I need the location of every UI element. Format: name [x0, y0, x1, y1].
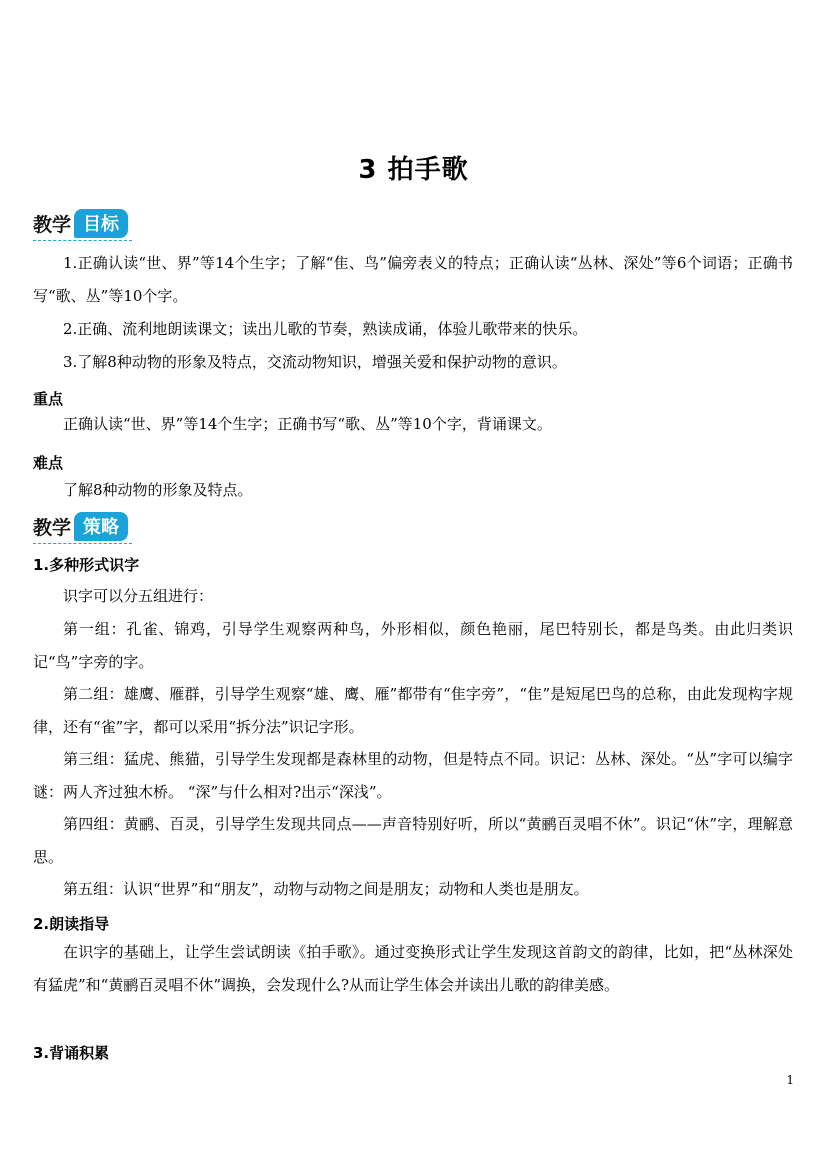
strategy-2-label: 2.朗读指导 [33, 915, 110, 933]
section-header-goal [33, 206, 132, 241]
section-header-strategy [33, 509, 132, 544]
difficulty-text: 了解8种动物的形象及特点。 [63, 481, 253, 499]
strategy-3-label: 3.背诵积累 [33, 1044, 110, 1062]
section-header-goal-prefix: 教学 [33, 213, 72, 236]
strategy-1-group-2: 第二组：雄鹰、雁群，引导学生观察“雄、鹰、雁”都带有“隹字旁”，“隹”是短尾巴鸟的总称，由此发现构字规律，还有“雀”字，都可以采用“拆分法”识记字形。 [33, 685, 793, 736]
strategy-1-group-1: 第一组：孔雀、锦鸡，引导学生观察两种鸟，外形相似，颜色艳丽，尾巴特别长，都是鸟类。由此归类识记“鸟”字旁的字。 [33, 620, 793, 671]
key-point-text: 正确认读“世、界”等14个生字；正确书写“歌、丛”等10个字，背诵课文。 [63, 415, 552, 433]
strategy-2-text: 在识字的基础上，让学生尝试朗读《拍手歌》。通过变换形式让学生发现这首韵文的韵律，比如，把“丛林深处有猛虎”和“黄鹂百灵唱不休”调换，会发现什么?从而让学生体会并读出儿歌的韵律美感。 [33, 943, 793, 994]
section-header-strategy-prefix: 教学 [33, 516, 72, 539]
strategy-1-label: 1.多种形式识字 [33, 556, 140, 574]
strategy-1-group-4: 第四组：黄鹂、百灵，引导学生发现共同点——声音特别好听，所以“黄鹂百灵唱不休”。识记“休”字，理解意思。 [33, 815, 793, 866]
strategy-1-group-3: 第三组：猛虎、熊猫，引导学生发现都是森林里的动物，但是特点不同。识记：丛林、深处。“丛”字可以编字谜：两人齐过独木桥。 “深”与什么相对?出示“深浅”。 [33, 750, 793, 801]
goal-item-3: 3.了解8种动物的形象及特点，交流动物知识，增强关爱和保护动物的意识。 [63, 353, 567, 371]
key-point-label: 重点 [33, 390, 64, 408]
section-header-strategy-badge: 策略 [74, 512, 128, 541]
strategy-1-group-5: 第五组：认识“世界”和“朋友”，动物与动物之间是朋友；动物和人类也是朋友。 [63, 880, 589, 898]
strategy-1-intro: 识字可以分五组进行： [63, 587, 214, 605]
lesson-title: 3 拍手歌 [358, 155, 469, 185]
page-number: 1 [786, 1073, 794, 1087]
goal-item-2: 2.正确、流利地朗读课文；读出儿歌的节奏，熟读成诵，体验儿歌带来的快乐。 [63, 320, 588, 338]
difficulty-label: 难点 [33, 454, 64, 472]
goal-item-1: 1.正确认读“世、界”等14个生字；了解“隹、鸟”偏旁表义的特点；正确认读“丛林、深处”等6个词语；正确书写“歌、丛”等10个字。 [33, 254, 793, 305]
section-header-goal-badge: 目标 [74, 209, 128, 238]
